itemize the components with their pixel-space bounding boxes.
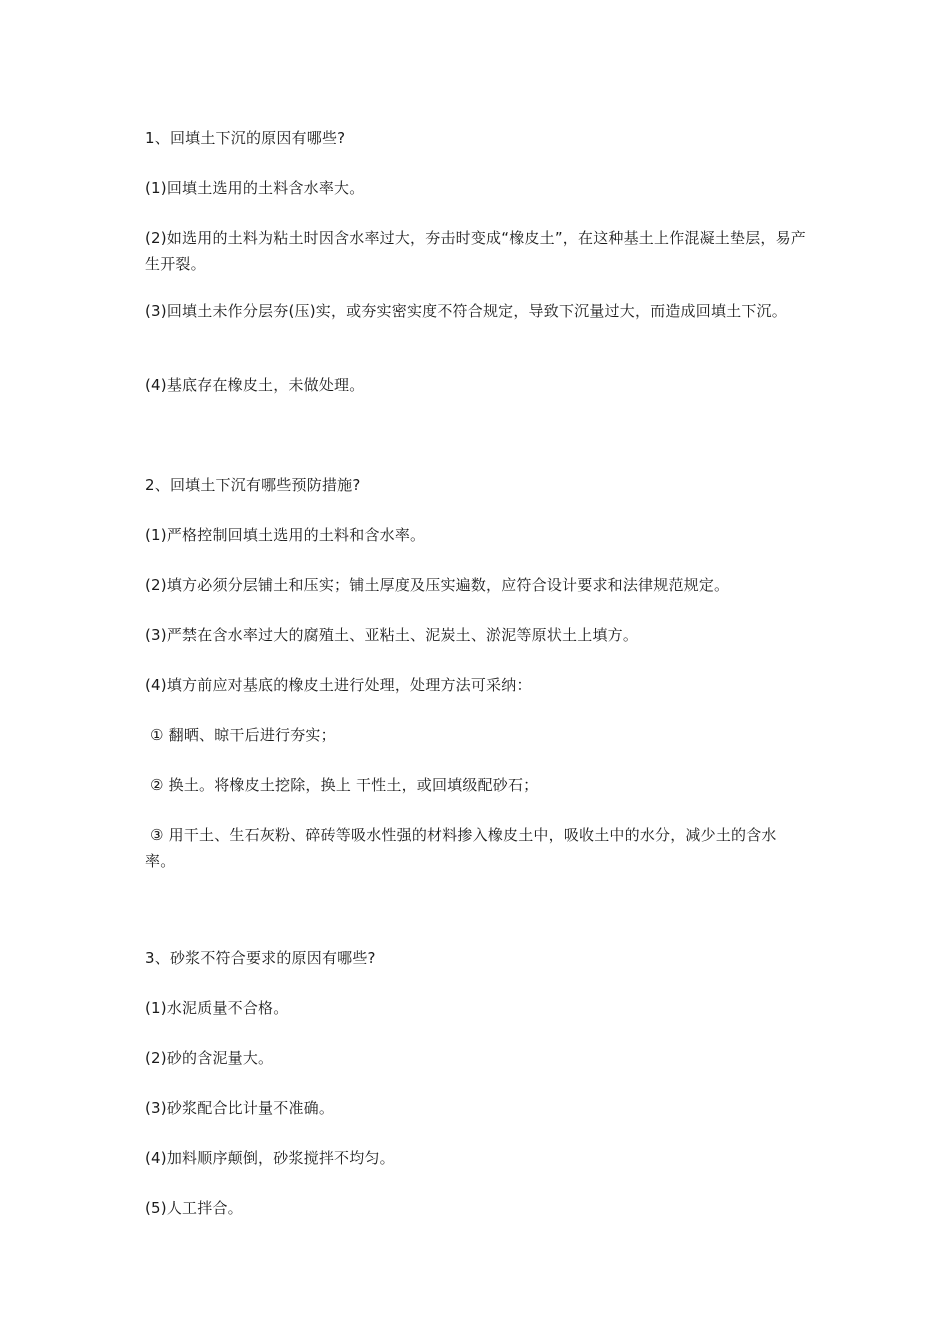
section-2-subitem-3: ③ 用干土、生石灰粉、碎砖等吸水性强的材料掺入橡皮土中，吸收土中的水分，减少土的含水率。 xyxy=(145,826,777,870)
section-3-heading: 3、砂浆不符合要求的原因有哪些? xyxy=(145,949,376,967)
section-2-item-3: (3)严禁在含水率过大的腐殖土、亚粘土、泥炭土、淤泥等原状土上填方。 xyxy=(145,626,639,644)
section-2-item-2: (2)填方必须分层铺土和压实；铺土厚度及压实遍数，应符合设计要求和法律规范规定。 xyxy=(145,576,730,594)
section-2-item-4: (4)填方前应对基底的橡皮土进行处理，处理方法可采纳： xyxy=(145,676,532,694)
section-3-item-5: (5)人工拌合。 xyxy=(145,1199,243,1217)
section-3-item-4: (4)加料顺序颠倒，砂浆搅拌不均匀。 xyxy=(145,1149,395,1167)
section-2-item-1: (1)严格控制回填土选用的土料和含水率。 xyxy=(145,526,426,544)
section-3-item-3: (3)砂浆配合比计量不准确。 xyxy=(145,1099,335,1117)
section-3-item-2: (2)砂的含泥量大。 xyxy=(145,1049,274,1067)
section-2-subitem-2: ② 换土。将橡皮土挖除，换上 干性土，或回填级配砂石； xyxy=(150,776,539,794)
section-1-item-2: (2)如选用的土料为粘土时因含水率过大，夯击时变成“橡皮土”，在这种基土上作混凝土垫层，易产生开裂。 xyxy=(145,229,806,273)
section-1-item-1: (1)回填土选用的土料含水率大。 xyxy=(145,179,365,197)
section-1-item-3: (3)回填土未作分层夯(压)实，或夯实密实度不符合规定，导致下沉量过大，而造成回填土下沉。 xyxy=(145,302,787,320)
section-2-heading: 2、回填土下沉有哪些预防措施? xyxy=(145,476,361,494)
section-1-heading: 1、回填土下沉的原因有哪些? xyxy=(145,129,346,147)
section-3-item-1: (1)水泥质量不合格。 xyxy=(145,999,289,1017)
section-1-item-4: (4)基底存在橡皮土，未做处理。 xyxy=(145,376,365,394)
section-2-subitem-1: ① 翻晒、晾干后进行夯实； xyxy=(150,726,336,744)
